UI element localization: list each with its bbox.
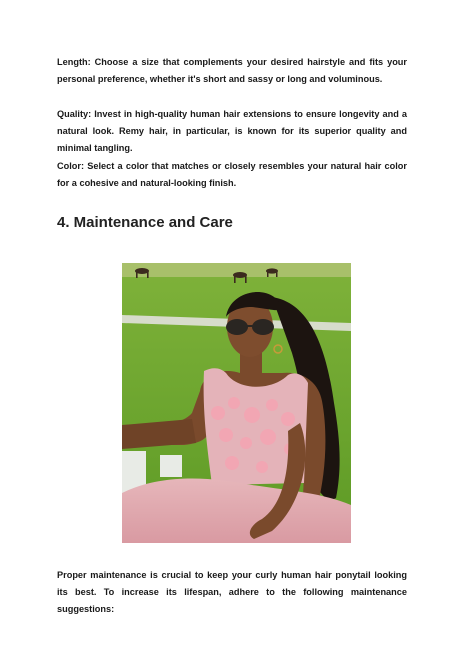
- color-text: Select a color that matches or closely resembles your natural hair color for a cohesive and natural-looking finish.: [57, 161, 407, 188]
- section-heading: 4. Maintenance and Care: [57, 214, 233, 231]
- quality-paragraph: [57, 106, 407, 157]
- length-text: Choose a size that complements your desired hairstyle and fits your personal preference, whether it's short and sassy or long and voluminous.: [57, 57, 407, 84]
- woman-ponytail-photo: [122, 263, 351, 543]
- quality-text: Invest in high-quality human hair extensions to ensure longevity and a natural look. Remy hair, in particular, is known for its superior quality and minimal tangling.: [57, 109, 407, 153]
- color-label: Color:: [57, 161, 85, 171]
- length-label: Length:: [57, 57, 91, 67]
- color-paragraph: [57, 158, 407, 192]
- length-paragraph: [57, 54, 407, 88]
- quality-label: Quality:: [57, 109, 92, 119]
- maintenance-paragraph: Proper maintenance is crucial to keep your curly human hair ponytail looking its best. To increase its lifespan, adhere to the following maintenance suggestions:: [57, 570, 407, 614]
